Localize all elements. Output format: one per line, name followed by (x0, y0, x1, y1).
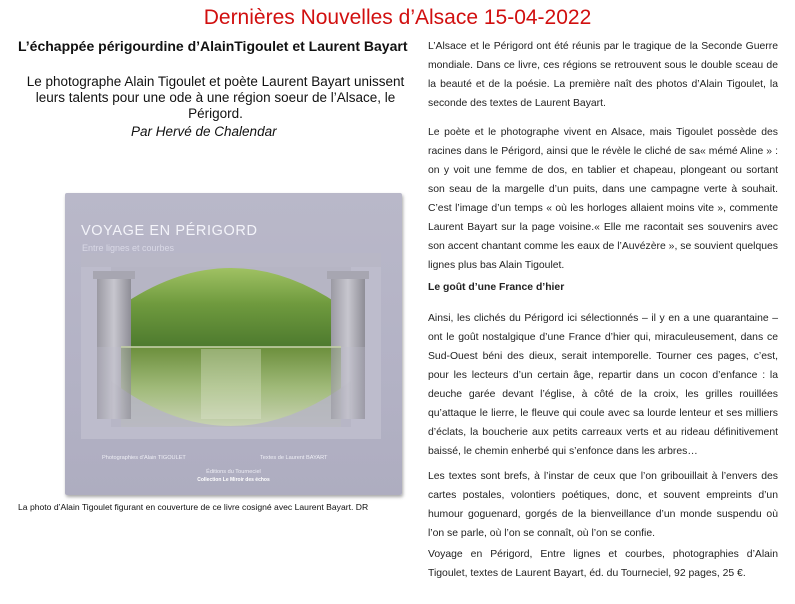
photo-caption: La photo d’Alain Tigoulet figurant en couverture de ce livre cosigné avec Laurent Bayart. DR (18, 502, 369, 512)
body-paragraph-2: Le poète et le photographe vivent en Alsace, mais Tigoulet possède des racines dans le Périgord, ainsi que le révèle le cliché de sa« mémé Aline » : on y voit une femme de dos, en tablier et chapeau, plongeant ou sortant son seau de la margelle d’un puits, dans une campagne verte à souhait. C’est l’image d’un temps « où les horloges allaient moins vite », commente Laurent Bayart sur la page voisine.« Elle me racontait ses souvenirs avec son accent chantant comme les eaux de l’Auvézère », se souvient quelques lignes plus bas Alain Tigoulet. (428, 127, 778, 271)
book-cover-text-credit: Textes de Laurent BAYART (260, 455, 328, 461)
bridge-reflection-photo (81, 253, 381, 439)
article-headline: L’échappée périgourdine d’AlainTigoulet et Laurent Bayart (18, 38, 408, 54)
article-byline: Par Hervé de Chalendar (131, 124, 277, 139)
book-cover-photo-credit: Photographies d’Alain TIGOULET (102, 455, 186, 461)
body-subheading: Le goût d’une France d’hier (428, 282, 565, 293)
book-cover-image (65, 193, 402, 495)
body-paragraph-1: L’Alsace et le Périgord ont été réunis par le tragique de la Seconde Guerre mondiale. Dans ce livre, ces régions se retrouvent sous le double sceau de la beauté et de la poésie. La première naît des photos d’Alain Tigoulet, la seconde des textes de Laurent Bayart. (428, 41, 778, 109)
book-cover-collection: Collection Le Miroir des échos (197, 477, 270, 483)
article-standfirst: Le photographe Alain Tigoulet et poète Laurent Bayart unissent leurs talents pour une ode à une région soeur de l’Alsace, le Périgord. (26, 74, 405, 121)
body-paragraph-3: Ainsi, les clichés du Périgord ici sélectionnés – il y en a une quarantaine – ont le goût nostalgique d’une France d’hier qui, miraculeusement, dans ce Sud-Ouest béni des dieux, serait intemporelle. Tourner ces pages, c’est, pour les lecteurs d’un certain âge, repartir dans un cocon d’enfance : la deuche garée devant l’église, à côté de la croix, les grilles rouillées qu’attaque le lierre, le fleuve qui coule avec sa lourde lenteur et ses milliers d’éclats, la boucherie aux petits carreaux verts et au rideau définitivement baissé, le chemin enherbé qui s’enfonce dans les arbres… (428, 313, 778, 457)
newspaper-masthead: Dernières Nouvelles d’Alsace 15-04-2022 (203, 6, 592, 29)
book-cover-subtitle: Entre lignes et courbes (82, 243, 175, 253)
body-paragraph-4: Les textes sont brefs, à l’instar de ceux que l’on gribouillait à l’envers des cartes postales, volontiers poétiques, donc, et souvent empreints d’un humour goguenard, gorgés de la bienveillance d’un monde suspendu où l’on se parle, où l’on se connaît, où l’on se confie. (428, 471, 778, 539)
book-cover-publisher: Éditions du Tourneciel (206, 469, 261, 475)
book-reference: Voyage en Périgord, Entre lignes et courbes, photographies d’Alain Tigoulet, textes de Laurent Bayart, éd. du Tourneciel, 92 pages, 25 €. (428, 549, 778, 579)
book-cover-title: VOYAGE EN PÉRIGORD (81, 223, 258, 239)
